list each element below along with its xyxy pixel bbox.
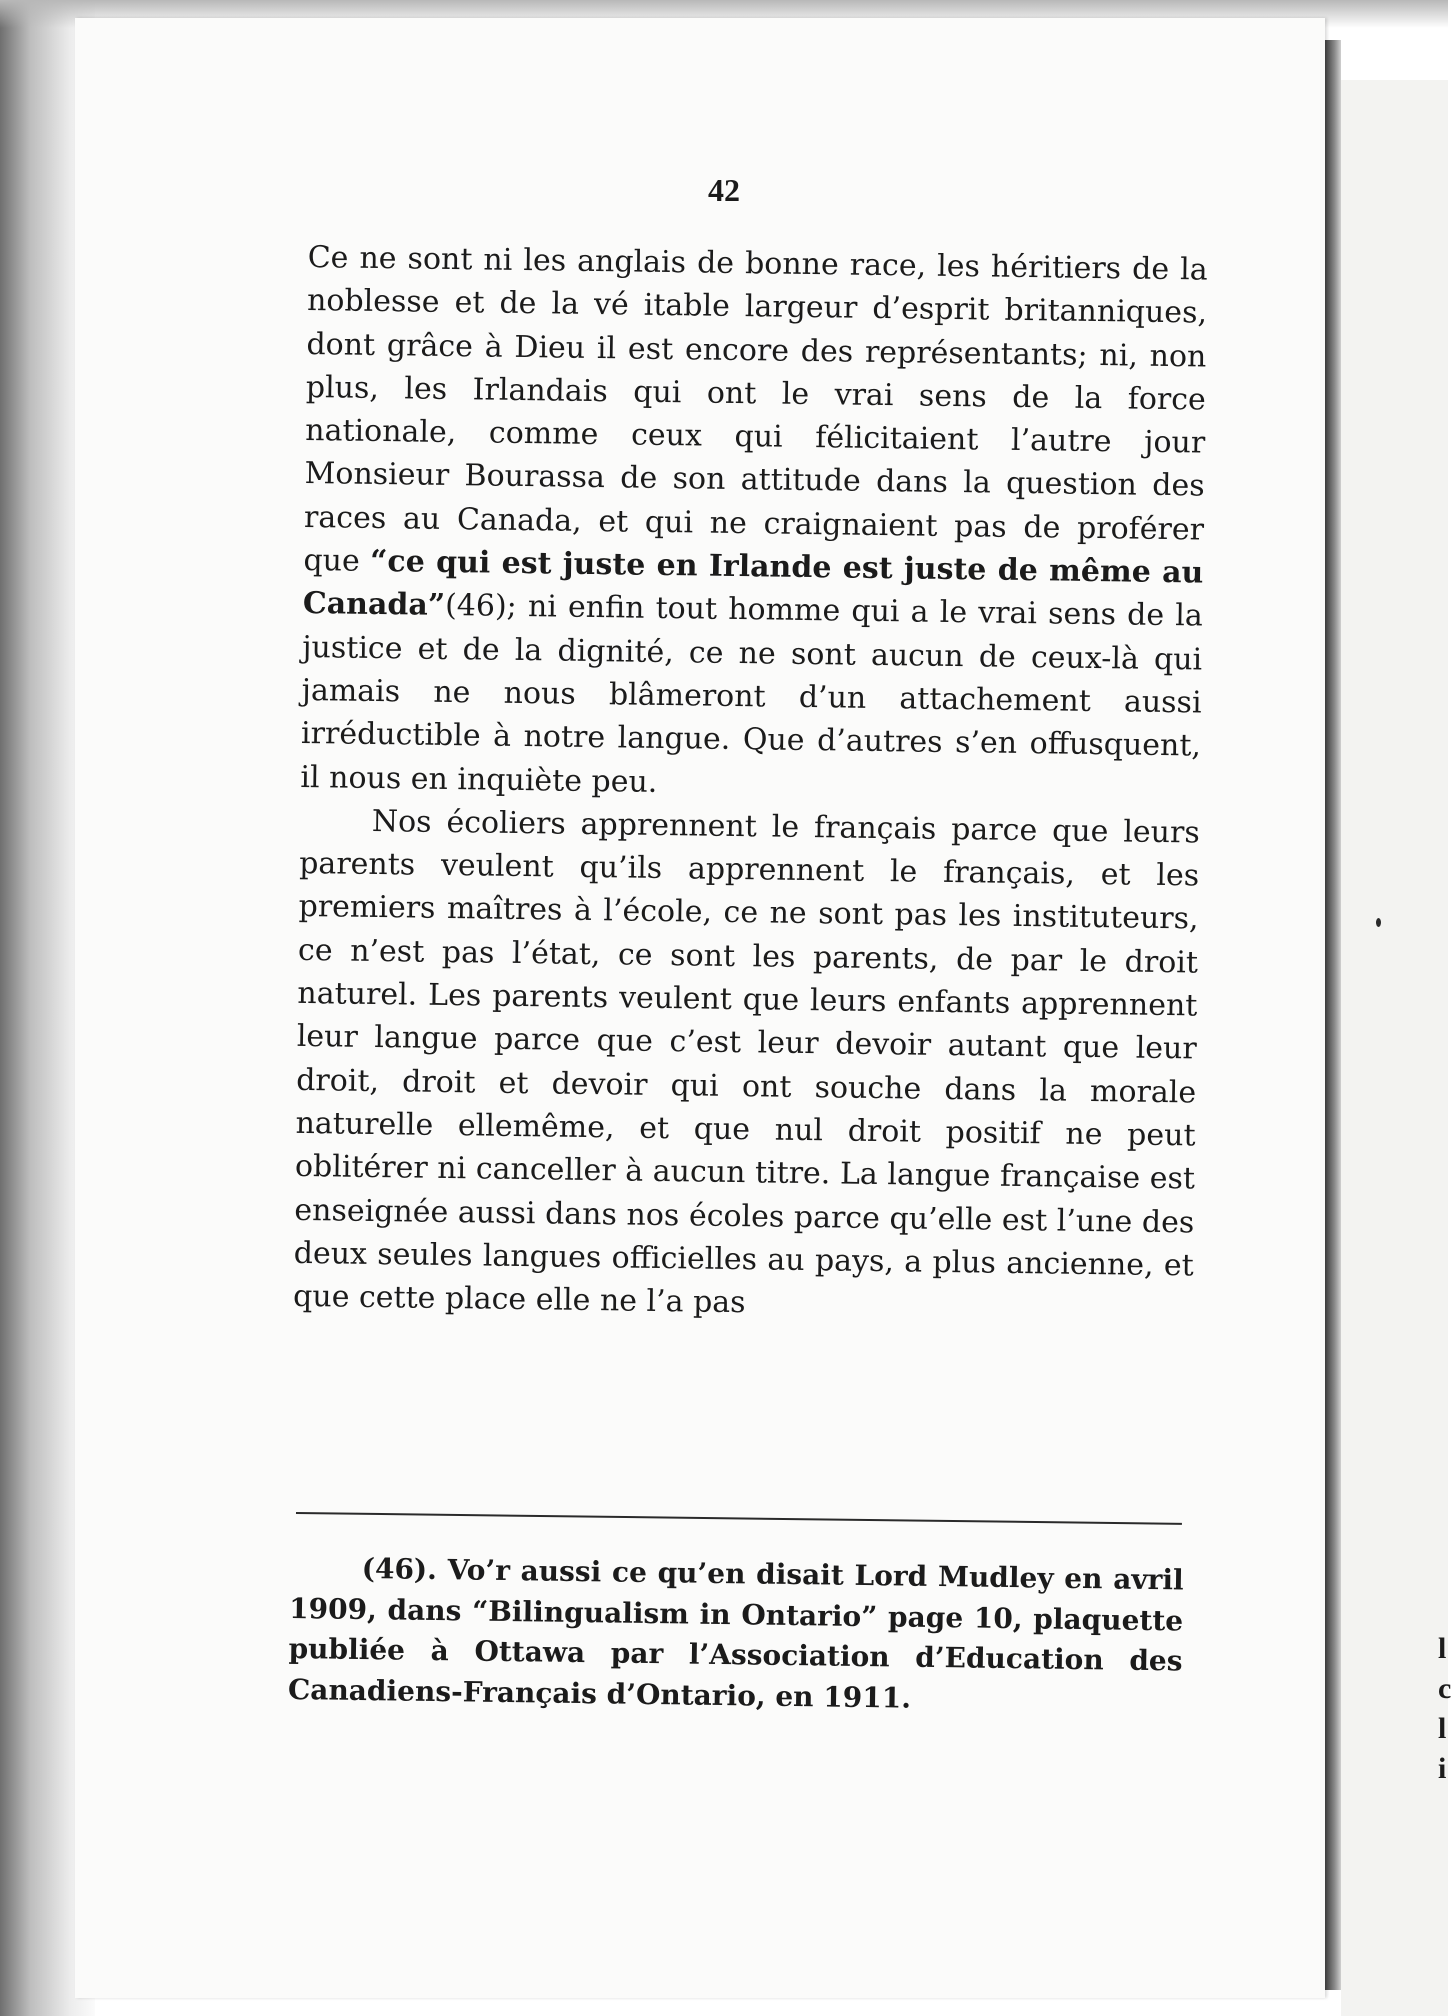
adjacent-page-letter: l <box>1438 1712 1447 1745</box>
footnote-text: (46). Vo’r aussi ce qu’en disait Lord Mudley en avril 1909, dans <box>288 1552 1184 1628</box>
adjacent-page-letter: c <box>1438 1672 1451 1705</box>
footnote-cited-title: “Bilingualism in Ontario” <box>471 1594 878 1633</box>
paragraph-1-continuation: (46); ni enfin tout homme qui a le vrai sens de la justice et de la dignité, ce ne sont aucun de ceux-là qui jamais ne nous blâmeront d’un attachement aussi irréductible à notre langue. Que d’autres s’en offusquent, il nous en inquiète peu. <box>300 588 1204 800</box>
page-body <box>293 236 1208 1331</box>
stray-ink-mark <box>1376 918 1381 927</box>
adjacent-page <box>1341 80 1448 2016</box>
adjacent-page-letter: i <box>1438 1752 1447 1785</box>
page-binding-edge <box>1325 40 1341 1990</box>
paragraph-1-text: Ce ne sont ni les anglais de bonne race, les héritiers de la noblesse et de la vé itable largeur d’esprit britanniques, dont grâce à Dieu il est encore des représentants; ni, non plus, les Irlandais qui ont le vrai sens de la force nationale, comme ceux qui félicitaient l’autre jour Monsieur Bourassa de son attitude dans la question des races au Canada, et qui ne craignaient pas de proférer que <box>303 239 1208 579</box>
emphasized-quote: “ce qui est juste en Irlande est juste de même au Canada” <box>302 543 1204 624</box>
footnote-text-continuation: page 10, plaquette publiée à Ottawa par l’Association d’Education des Canadiens-Français d’Ontario, en 1911. <box>287 1599 1184 1715</box>
page-number: 42 <box>708 172 740 208</box>
adjacent-page-letter: l <box>1438 1632 1447 1665</box>
paragraph-2: Nos écoliers apprennent le français parce que leurs parents veulent qu’ils apprennent le français, et les premiers maîtres à l’école, ce ne sont pas les instituteurs, ce n’est pas l’état, ce sont les parents, de par le droit naturel. Les parents veulent que leurs enfants apprennent leur langue parce que c’est leur devoir autant que leur droit, droit et devoir qui ont souche dans la morale naturelle ellemême, et que nul droit positif ne peut oblitérer ni canceller à aucun titre. La langue française est enseignée aussi dans nos écoles parce qu’elle est l’une des deux seules langues officielles au pays, a plus ancienne, et que cette place elle ne l’a pas <box>292 803 1200 1321</box>
paragraph-1 <box>300 236 1208 811</box>
footnote-46 <box>288 1548 1184 1722</box>
